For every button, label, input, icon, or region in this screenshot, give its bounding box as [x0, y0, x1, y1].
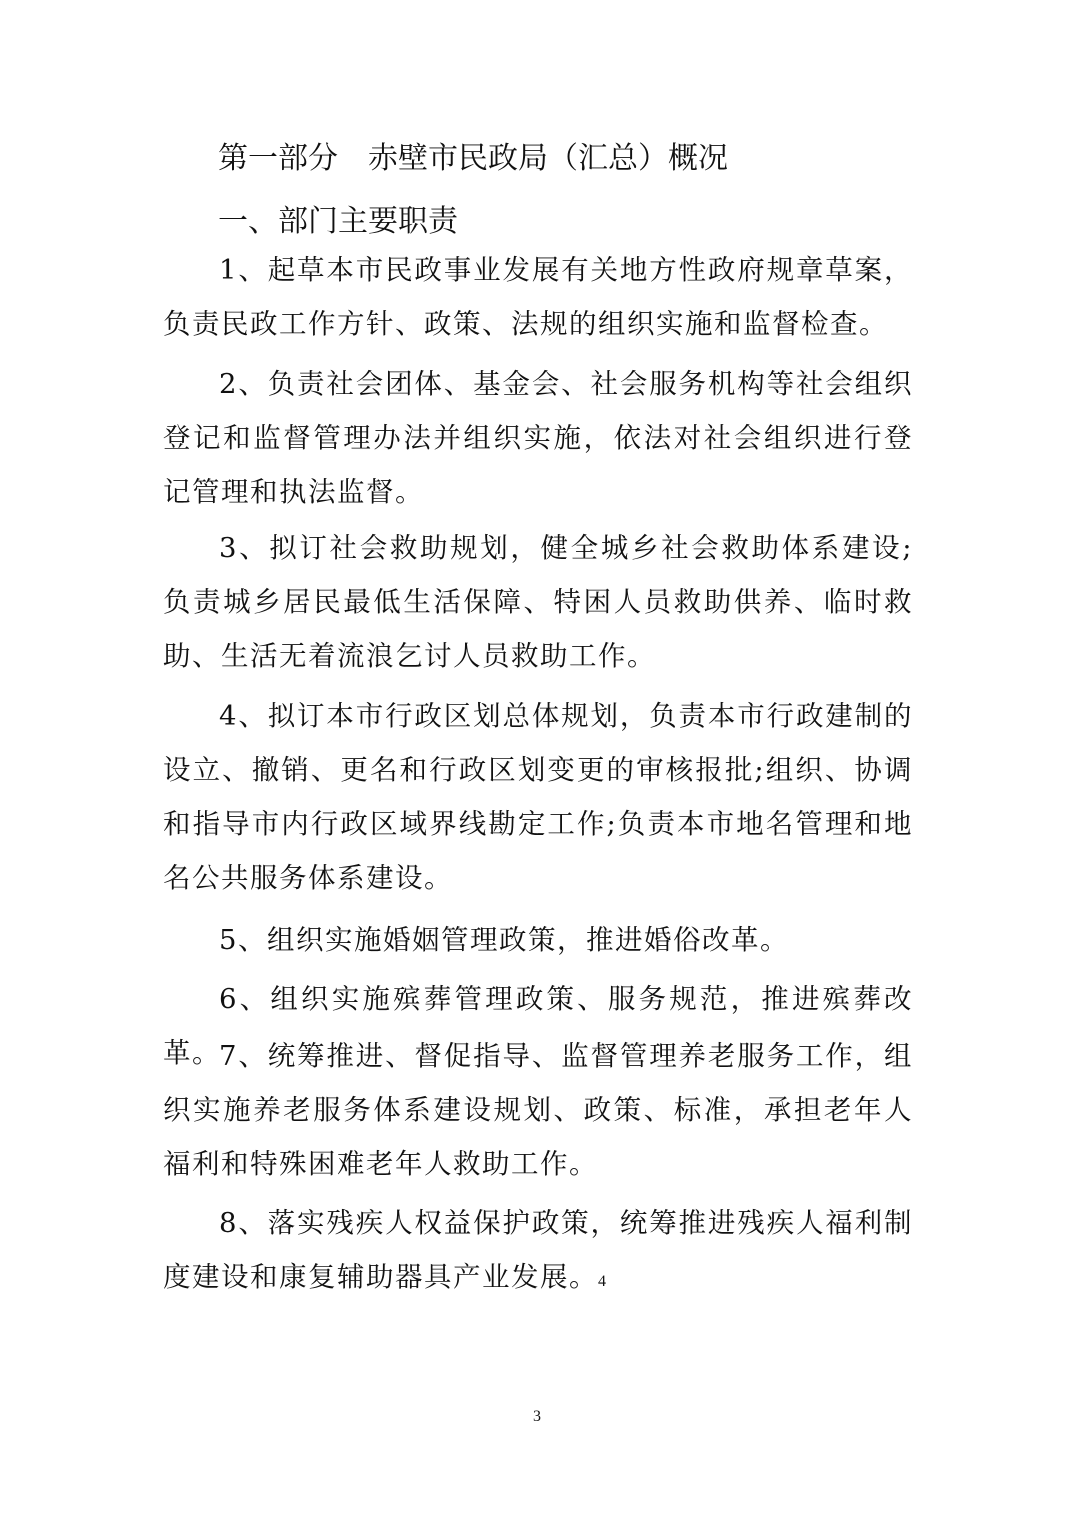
page-number: 3: [533, 1408, 541, 1425]
paragraph-7: 7、统筹推进、督促指导、监督管理养老服务工作，组织实施养老服务体系建设规划、政策、标准，承担老年人福利和特殊困难老年人救助工作。: [163, 1040, 913, 1180]
paragraph-1: 1、起草本市民政事业发展有关地方性政府规章草案，负责民政工作方针、政策、法规的组织实施和监督检查。: [163, 254, 913, 340]
paragraph-4: 4、拟订本市行政区划总体规划，负责本市行政建制的设立、撤销、更名和行政区划变更的审核报批;组织、协调和指导市内行政区域界线勘定工作;负责本市地名管理和地名公共服务体系建设。: [163, 700, 913, 894]
paragraph-3: 3、拟订社会救助规划，健全城乡社会救助体系建设;负责城乡居民最低生活保障、特困人员救助供养、临时救助、生活无着流浪乞讨人员救助工作。: [163, 532, 913, 672]
page-title: 第一部分 赤壁市民政局（汇总）概况: [218, 141, 728, 176]
paragraph-8-text: 8、落实残疾人权益保护政策，统筹推进残疾人福利制度建设和康复辅助器具产业发展。: [163, 1207, 913, 1293]
paragraph-6: 6、组织实施殡葬管理政策、服务规范，推进殡葬改革。: [163, 983, 913, 1069]
paragraph-5: 5、组织实施婚姻管理政策，推进婚俗改革。: [219, 924, 789, 956]
footnote-mark: 4: [598, 1273, 606, 1290]
paragraph-8: [163, 1196, 913, 1309]
paragraph-2: 2、负责社会团体、基金会、社会服务机构等社会组织 登记和监督管理办法并组织实施，依法对社会组织进行登记管理和执法监督。: [163, 368, 913, 508]
section-heading: 一、部门主要职责: [218, 204, 458, 239]
